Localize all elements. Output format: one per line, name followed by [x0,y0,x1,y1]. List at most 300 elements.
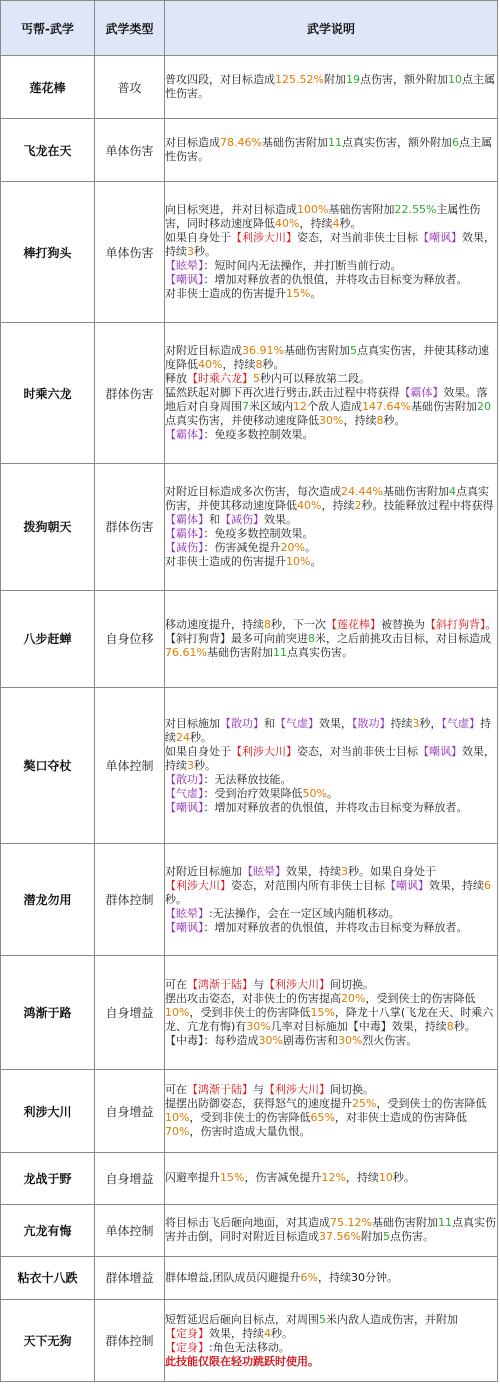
text-segment: 秒。 [383,414,406,428]
text-segment: 【鸿渐于陆】 [187,1083,253,1097]
text-segment: 闪避率提升 [165,1171,220,1185]
text-segment: 11 [272,645,287,659]
description-line [165,717,497,745]
text-segment: 基础伤害附加 [410,400,477,414]
description-line [165,1034,497,1048]
text-segment: 对目标造成 [165,136,220,150]
skill-type: 群体控制 [95,1300,165,1382]
text-segment: 附加 [360,1230,383,1244]
text-segment: 点伤害，额外附加 [359,73,448,87]
skill-type: 群体伤害 [95,323,165,464]
text-segment: 效果，持续 [165,744,495,772]
text-segment: 【散功】 [165,772,204,786]
description-line [165,231,497,259]
text-segment: 效果，持续 [209,1326,264,1340]
description-line [165,485,497,527]
skill-name: 莲花棒 [1,56,95,119]
text-segment: 释放 [165,372,187,386]
text-segment: 【眩晕】 [242,864,286,878]
skill-name: 时乘六龙 [1,323,95,464]
text-segment: 【嘲讽】 [165,800,204,814]
text-segment: 提摆出防御姿态，获得怒气的速度提升 [165,1097,352,1111]
description-line [165,1216,497,1244]
text-segment: 75.12% [330,1216,372,1230]
text-segment: 8 [446,1019,454,1033]
text-segment: 【利涉大川】 [264,1083,330,1097]
text-segment: 3 [187,245,194,259]
text-segment: 【定身】 [165,1340,209,1354]
text-segment: 【霸体】 [399,386,444,400]
text-segment: 秒内可以释放第二段。 [260,372,370,386]
text-segment: 5 [382,1230,390,1244]
description-line [165,203,497,231]
skill-type: 单体伤害 [95,182,165,323]
text-segment: 40% [198,358,223,372]
text-segment: 效果，持续 [286,864,341,878]
text-segment: 【散功】 [220,716,264,730]
text-segment: 【霸体】 [165,526,204,540]
text-segment: 10 [378,1171,393,1185]
skill-type: 单体伤害 [95,119,165,182]
skill-type: 单体控制 [95,687,165,843]
text-segment: ，持续 [321,498,355,512]
text-segment: 50% [302,786,327,800]
text-segment: 对附近目标造成多次伤害，每次造成 [165,484,341,498]
text-segment: 对附近目标造成 [165,344,242,358]
text-segment: 30% [319,414,344,428]
text-segment: 可在 [165,1083,187,1097]
skill-type: 单体控制 [95,1204,165,1256]
description-line [165,541,497,555]
text-segment: 125.52% [275,73,324,87]
header-type: 武学类型 [95,1,165,56]
text-segment: 【利涉大川】 [231,744,297,758]
text-segment: 将目标击飞后砸向地面，对其造成 [165,1216,330,1230]
text-segment: 【霸体】 [165,512,209,526]
skill-name: 拨狗朝天 [1,464,95,590]
skill-type: 自身增益 [95,1070,165,1153]
text-segment: 5 [319,1312,326,1326]
text-segment: 向目标突进，并对目标造成 [165,203,297,217]
table-row [1,956,498,1070]
text-segment: 个敌人造成 [307,400,362,414]
text-segment: 8 [376,414,384,428]
text-segment: ：伤害减免提升 [203,540,281,554]
text-segment: 与 [253,977,264,991]
text-segment: 如果自身处于 [165,744,231,758]
text-segment: 。 [485,617,497,631]
text-segment: 15% [220,1171,245,1185]
text-segment: 烈火伤害。 [362,1033,418,1047]
text-segment: 8 [255,358,263,372]
text-segment: 移动速度提升，持续 [165,617,264,631]
text-segment: 【斜打狗背】最多可向前突进 [165,631,308,645]
text-segment: 147.64% [362,400,411,414]
text-segment: ，持续 [345,1171,379,1185]
text-segment: 【鸿渐于陆】 [187,977,253,991]
text-segment: 基础伤害附加 [261,136,328,150]
text-segment: 【气虚】 [165,786,204,800]
text-segment: 36.91% [242,344,284,358]
description-line [165,1083,497,1097]
text-segment: 秒。 [190,730,212,744]
text-segment: ，持续 [343,414,377,428]
text-segment: ：无法释放技能。 [203,772,292,786]
text-segment: ，伤害减免提升 [244,1171,322,1185]
skill-description [165,323,498,464]
table-row [1,844,498,956]
skill-name: 亢龙有悔 [1,1204,95,1256]
skill-name: 天下无狗 [1,1300,95,1382]
description-line [165,907,497,921]
skill-type: 自身位移 [95,590,165,687]
header-row [1,1,498,56]
text-segment: 3 [341,864,348,878]
text-segment: 秒。 [271,1326,293,1340]
skill-type: 群体增益 [95,1256,165,1300]
text-segment: 6 [484,878,491,892]
text-segment: 和 [209,512,220,526]
text-segment: 基础伤害附加 [283,344,350,358]
description-line [165,992,497,1034]
skill-name: 龙战于野 [1,1153,95,1205]
text-segment: 15% [286,287,311,301]
text-segment: 效果，持续 [429,878,484,892]
description-line [165,73,497,101]
text-segment: 20% [341,991,366,1005]
description-line [165,921,497,935]
description-line [165,136,497,164]
text-segment: 对目标施加 [165,716,220,730]
text-segment: 6% [300,1270,318,1284]
text-segment: 米，之后前挑攻击目标，对目标造成 [315,631,491,645]
text-segment: 4 [448,484,456,498]
text-segment: 【散功】 [352,716,391,730]
header-desc: 武学说明 [165,1,498,56]
skill-type: 自身增益 [95,956,165,1070]
description-line [165,745,497,773]
text-segment: 【霸体】 [165,428,204,442]
skill-name: 粘衣十八跌 [1,1256,95,1300]
text-segment: 点真实伤害，并使其移动速度降低 [165,344,489,372]
skill-name: 獒口夺杖 [1,687,95,843]
description-line [165,555,497,569]
text-segment: 效果， [319,716,352,730]
text-segment: 点真实伤害，并使移动速度降低 [165,414,319,428]
text-segment: 【嘲讽】 [418,231,462,245]
text-segment: 6 [451,136,459,150]
text-segment: 米内敌人造成伤害，并附加 [326,1312,458,1326]
skill-name: 利涉大川 [1,1070,95,1153]
text-segment: 间切换。 [330,977,374,991]
text-segment: 30% [258,1033,283,1047]
text-segment: 基础伤害附加 [371,1216,438,1230]
text-segment: 此技能仅限在轻功跳跃时使用。 [165,1354,319,1368]
description-line [165,1313,497,1341]
description-line [165,1341,497,1355]
text-segment: 间切换。 [330,1083,374,1097]
description-line [165,801,497,815]
text-segment: ：增加对释放者的仇恨值，并将攻击目标变为释放者。 [203,800,468,814]
text-segment: 米区域内 [249,400,293,414]
text-segment: 对附近目标施加 [165,864,242,878]
text-segment: 秒。 [453,1019,476,1033]
description-line [165,372,497,386]
text-segment: 秒。 [165,892,187,906]
text-segment: 摆出攻击姿态，对非侠士的伤害提高 [165,991,341,1005]
text-segment: 秒。如果自身处于 [348,864,436,878]
text-segment: ，受到侠士的伤害降低 [365,991,476,1005]
header-name: 丐帮-武学 [1,1,95,56]
text-segment: 2 [354,498,362,512]
table-row [1,323,498,464]
text-segment: 7 [242,400,249,414]
text-segment: 群体增益,团队成员闪避提升 [165,1270,301,1284]
text-segment: 8 [308,631,315,645]
text-segment: 基础伤害附加 [328,203,395,217]
text-segment: 24 [176,730,190,744]
description-line [165,1355,497,1369]
text-segment: 76.61% [165,645,207,659]
text-segment: 短暂延迟后砸向目标点，对周围 [165,1312,319,1326]
description-line [165,773,497,787]
text-segment: ：免疫多数控制效果。 [203,428,314,442]
text-segment: ：短时间内无法操作，并打断当前行动。 [203,259,402,273]
description-line [165,1271,497,1285]
text-segment: 30% [246,1019,271,1033]
table-row [1,590,498,687]
table-row [1,687,498,843]
text-segment: 10% [286,554,311,568]
text-segment: ，对非侠士造成的伤害降低 [334,1111,467,1125]
skill-name: 飞龙在天 [1,119,95,182]
text-segment: 秒。 [339,217,362,231]
text-segment: 点真实伤害，额外附加 [341,136,452,150]
text-segment: ：受到治疗效果降低 [203,786,303,800]
table-row [1,1256,498,1300]
skill-description [165,687,498,843]
text-segment: 。 [304,540,316,554]
text-segment: 剧毒伤害和 [282,1033,338,1047]
text-segment: 【气虚】 [441,716,480,730]
text-segment: 【嘲讽】 [418,744,462,758]
description-line [165,259,497,273]
text-segment: 猛然跃起对脚下再次进行劈击,跃击过程中将获得 [165,386,400,400]
text-segment: 10% [165,1111,190,1125]
text-segment: 11 [327,136,342,150]
skill-description [165,182,498,323]
text-segment: 40% [275,217,300,231]
text-segment: 【时乘六龙】 [187,372,253,386]
table-row [1,119,498,182]
text-segment: 点主属性伤害。 [165,136,492,164]
skill-name: 潜龙勿用 [1,844,95,956]
text-segment: 基础伤害附加 [206,645,273,659]
text-segment: 10% [165,1005,190,1019]
text-segment: 。 [310,287,322,301]
skill-description [165,1204,498,1256]
skill-type: 群体伤害 [95,464,165,590]
text-segment: 秒。 [194,758,216,772]
skill-description [165,119,498,182]
text-segment: 效果。落地后对自身周围 [165,386,488,414]
text-segment: 【嘲讽】 [385,878,429,892]
text-segment: 22.55% [394,203,437,217]
text-segment: ，受到非侠士的伤害降低 [189,1005,311,1019]
text-segment: 40% [297,498,322,512]
text-segment: 24.44% [341,484,383,498]
text-segment: ，伤害时造成大量仇恨。 [189,1125,311,1139]
description-line [165,273,497,287]
table-row [1,1204,498,1256]
text-segment: 点真实伤害并击倒，同时对附近目标造成 [165,1216,496,1244]
description-line [165,386,497,428]
text-segment: 与 [253,1083,264,1097]
text-segment: 秒。技能释放过程中将获得 [361,498,494,512]
skill-description [165,1300,498,1382]
skill-name: 鸿渐于路 [1,956,95,1070]
text-segment: 8 [264,617,271,631]
text-segment: 附加 [323,73,346,87]
text-segment: 37.56% [319,1230,361,1244]
text-segment: 持续 [165,716,491,744]
text-segment: 3 [412,716,420,730]
description-line [165,527,497,541]
text-segment: 持续 [390,716,413,730]
text-segment: 对非侠士造成的伤害提升 [165,554,286,568]
text-segment: 【嘲讽】 [165,920,204,934]
skill-name: 棒打狗头 [1,182,95,323]
text-segment: 姿态，对当前非侠士目标 [297,744,418,758]
text-segment: 【斜打狗背】 [425,617,486,631]
text-segment: 19 [345,73,360,87]
text-segment: 秒。 [392,1171,415,1185]
text-segment: 100% [297,203,329,217]
text-segment: 【利涉大川】 [264,977,330,991]
skill-description [165,56,498,119]
text-segment: :角色无法移动。 [209,1340,290,1354]
text-segment: 【中毒】：每秒造成 [165,1033,259,1047]
skill-type: 普攻 [95,56,165,119]
description-line [165,344,497,372]
table-row [1,1070,498,1153]
skill-type: 自身增益 [95,1153,165,1205]
text-segment: 【定身】 [165,1326,209,1340]
text-segment: 基础伤害附加 [382,484,449,498]
description-line [165,1171,497,1185]
text-segment: 几率对目标施加【中毒】效果，持续 [270,1019,447,1033]
skill-description [165,1256,498,1300]
text-segment: ：增加对释放者的仇恨值，并将攻击目标变为释放者。 [203,273,468,287]
description-line [165,428,497,442]
text-segment: 效果，持续 [165,231,495,259]
text-segment: 【气虚】 [275,716,319,730]
text-segment: 78.46% [220,136,262,150]
text-segment: 20 [476,400,491,414]
text-segment: 姿态，对范围内所有非侠士目标 [231,878,385,892]
skill-description [165,1070,498,1153]
description-line [165,978,497,992]
text-segment: ，降龙十八掌(飞龙在天、时乘六龙、亢龙有悔)有 [165,1005,494,1033]
text-segment: 【眩晕】 [165,259,204,273]
text-segment: 姿态，对当前非侠士目标 [297,231,418,245]
text-segment: 【减伤】 [220,512,264,526]
text-segment: ，持续 [299,217,333,231]
description-line [165,632,497,660]
description-line [165,287,497,301]
text-segment: 和 [264,716,275,730]
text-segment: 【嘲讽】 [165,273,204,287]
table-row [1,182,498,323]
table-row [1,1300,498,1382]
description-line [165,865,497,907]
text-segment: 【眩晕】 [165,906,209,920]
text-segment: 15% [310,1005,335,1019]
skill-type: 群体控制 [95,844,165,956]
text-segment: 70% [165,1125,190,1139]
text-segment: 【利涉大川】 [165,878,231,892]
description-line [165,1097,497,1139]
skill-description [165,956,498,1070]
text-segment: 3 [187,758,194,772]
table-row [1,464,498,590]
text-segment: ，受到非侠士的伤害降低 [189,1111,311,1125]
text-segment: 被替换为 [381,617,425,631]
text-segment: 如果自身处于 [165,231,231,245]
text-segment: ，受到侠士的伤害降低 [376,1097,487,1111]
text-segment: 【利涉大川】 [231,231,297,245]
skill-description [165,464,498,590]
text-segment: 10 [447,73,462,87]
text-segment: 秒，下一次 [271,617,326,631]
text-segment: 。 [310,554,322,568]
text-segment: 普攻四段，对目标造成 [165,73,275,87]
skill-name: 八步赶蝉 [1,590,95,687]
text-segment: 20% [280,540,305,554]
text-segment: 【莲花棒】 [326,617,381,631]
description-line [165,787,497,801]
text-segment: 点真实伤害，并使其移动速度降低 [165,484,489,512]
text-segment: 。 [326,786,338,800]
table-row [1,56,498,119]
text-segment: 秒。 [194,245,216,259]
skill-description [165,590,498,687]
text-segment: ：增加对释放者的仇恨值，并将攻击目标变为释放者。 [203,920,468,934]
table-row [1,1153,498,1205]
skill-description [165,844,498,956]
text-segment: 12 [293,400,307,414]
description-line [165,618,497,632]
text-segment: 30% [337,1033,363,1047]
text-segment: 5 [349,344,357,358]
text-segment: ，持续30分钟。 [317,1270,398,1284]
text-segment: 25% [352,1097,377,1111]
text-segment: 可在 [165,977,187,991]
text-segment: 秒， [419,716,442,730]
text-segment: 4 [264,1326,271,1340]
text-segment: 65% [310,1111,335,1125]
skill-description [165,1153,498,1205]
text-segment: :无法操作，会在一定区域内随机移动。 [209,906,400,920]
text-segment: 12% [321,1171,346,1185]
text-segment: 5 [253,372,260,386]
text-segment: 4 [332,217,340,231]
text-segment: 对非侠士造成的伤害提升 [165,287,286,301]
text-segment: 效果。 [264,512,297,526]
text-segment: 点伤害。 [389,1230,434,1244]
text-segment: 点真实伤害。 [286,645,353,659]
text-segment: 【减伤】 [165,540,204,554]
